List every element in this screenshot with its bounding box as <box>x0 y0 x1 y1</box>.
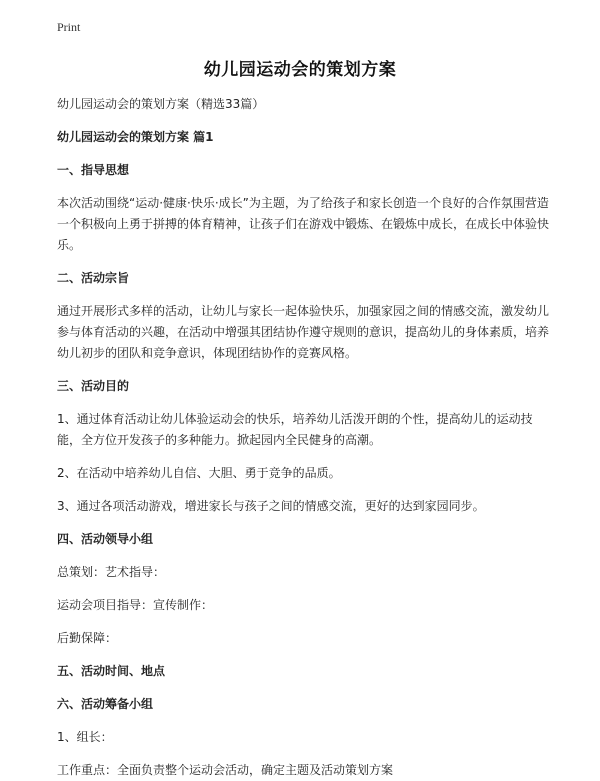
paragraph-guiding-ideology: 本次活动围绕“运动·健康·快乐·成长”为主题，为了给孩子和家长创造一个良好的合作氛围营造一个积极向上勇于拼搏的体育精神，让孩子们在游戏中锻炼、在锻炼中成长，在成长中体验快乐。 <box>57 196 550 252</box>
preparation-line-2: 工作重点：全面负责整个运动会活动，确定主题及活动策划方案 <box>57 763 394 777</box>
document-subtitle: 幼儿园运动会的策划方案（精选33篇） <box>57 97 265 111</box>
list-item-goal-2: 2、在活动中培养幼儿自信、大胆、勇于竞争的品质。 <box>57 466 341 480</box>
section-heading-preparation-group: 六、活动筹备小组 <box>57 697 154 711</box>
leadership-line-1: 总策划：艺术指导： <box>57 565 166 579</box>
paragraph-purpose: 通过开展形式多样的活动，让幼儿与家长一起体验快乐，加强家园之间的情感交流，激发幼儿参与体育活动的兴趣，在活动中增强其团结协作遵守规则的意识，提高幼儿的身体素质，培养幼儿初步的团队和竞争意识，体现团结协作的竞赛风格。 <box>57 304 550 360</box>
list-item-goal-3: 3、通过各项活动游戏，增进家长与孩子之间的情感交流，更好的达到家园同步。 <box>57 499 485 513</box>
article-heading: 幼儿园运动会的策划方案 篇1 <box>57 130 214 144</box>
section-heading-leadership-group: 四、活动领导小组 <box>57 532 154 546</box>
print-link[interactable]: Print <box>57 20 81 34</box>
section-heading-guiding-ideology: 一、指导思想 <box>57 163 130 177</box>
section-heading-time-location: 五、活动时间、地点 <box>57 664 166 678</box>
section-heading-purpose: 二、活动宗旨 <box>57 271 130 285</box>
preparation-line-1: 1、组长： <box>57 730 113 744</box>
leadership-line-2: 运动会项目指导：宣传制作： <box>57 598 214 612</box>
section-heading-goals: 三、活动目的 <box>57 379 130 393</box>
list-item-goal-1: 1、通过体育活动让幼儿体验运动会的快乐，培养幼儿活泼开朗的个性，提高幼儿的运动技能，全方位开发孩子的多种能力。掀起园内全民健身的高潮。 <box>57 412 533 447</box>
document-body <box>57 94 550 781</box>
leadership-line-3: 后勤保障： <box>57 631 118 645</box>
page-title: 幼儿园运动会的策划方案 <box>203 60 397 80</box>
